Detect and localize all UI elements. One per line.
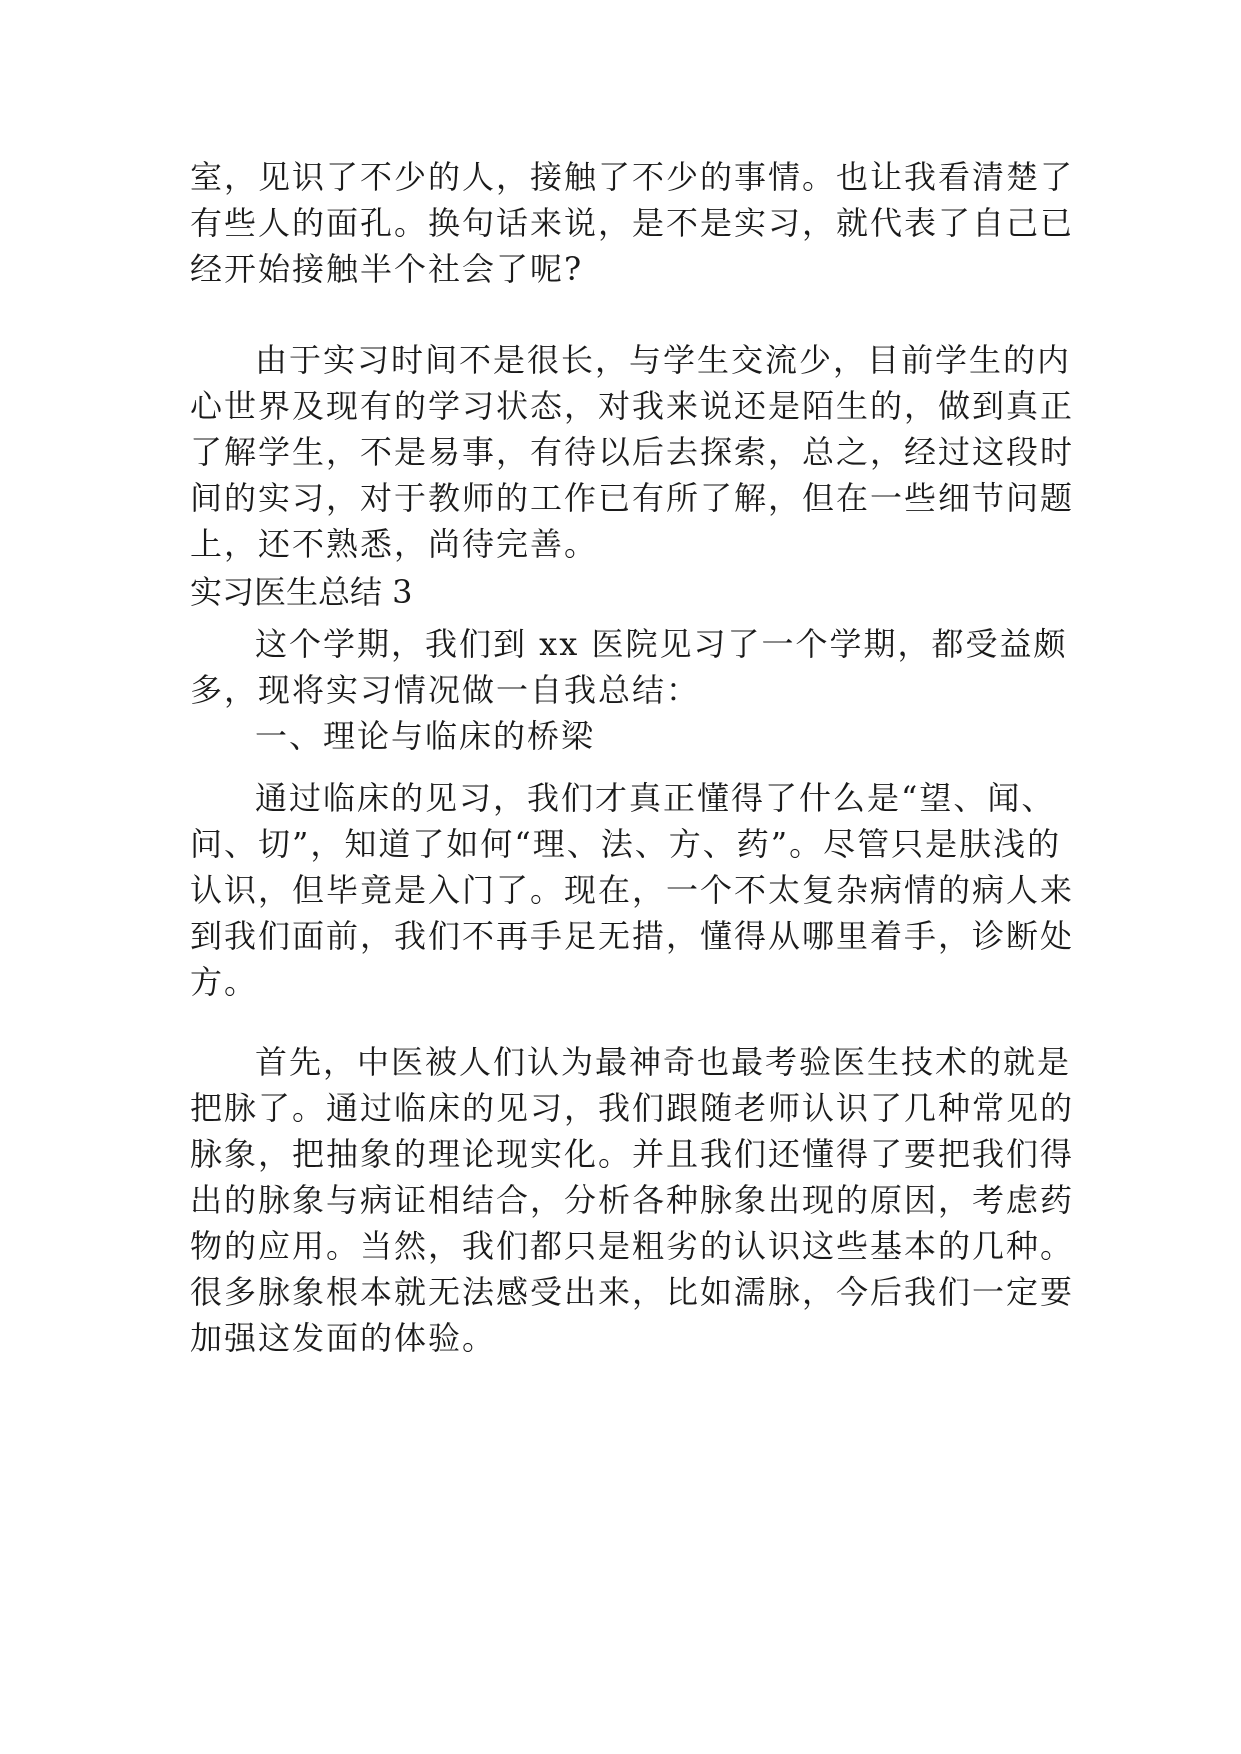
paragraph-4-line-4: 到我们面前，我们不再手足无措，懂得从哪里着手，诊断处 (190, 917, 1075, 955)
paragraph-5-line-7: 加强这发面的体验。 (190, 1319, 497, 1357)
paragraph-4-line-3: 认识，但毕竟是入门了。现在，一个不太复杂病情的病人来 (190, 871, 1075, 909)
paragraph-5-line-2: 把脉了。通过临床的见习，我们跟随老师认识了几种常见的 (190, 1089, 1075, 1127)
paragraph-1-line-1: 室，见识了不少的人，接触了不少的事情。也让我看清楚了 (190, 158, 1075, 196)
paragraph-3-line-1: 这个学期，我们到 xx 医院见习了一个学期，都受益颇 (255, 625, 1068, 663)
paragraph-2-line-5: 上，还不熟悉，尚待完善。 (190, 525, 599, 563)
section-title: 实习医生总结 3 (190, 573, 413, 611)
paragraph-5-line-3: 脉象，把抽象的理论现实化。并且我们还懂得了要把我们得 (190, 1135, 1075, 1173)
paragraph-1-line-3: 经开始接触半个社会了呢? (190, 250, 584, 288)
paragraph-5-line-6: 很多脉象根本就无法感受出来，比如濡脉，今后我们一定要 (190, 1273, 1075, 1311)
paragraph-4-line-2: 问、切”，知道了如何“理、法、方、药”。尽管只是肤浅的 (190, 825, 1062, 863)
subheading: 一、理论与临床的桥梁 (255, 717, 596, 755)
paragraph-2-line-3: 了解学生，不是易事，有待以后去探索，总之，经过这段时 (190, 433, 1075, 471)
paragraph-5-line-5: 物的应用。当然，我们都只是粗劣的认识这些基本的几种。 (190, 1227, 1075, 1265)
paragraph-1-line-2: 有些人的面孔。换句话来说，是不是实习，就代表了自己已 (190, 204, 1075, 242)
paragraph-5-line-4: 出的脉象与病证相结合，分析各种脉象出现的原因，考虑药 (190, 1181, 1075, 1219)
paragraph-2-line-4: 间的实习，对于教师的工作已有所了解，但在一些细节问题 (190, 479, 1075, 517)
paragraph-3-line-2: 多，现将实习情况做一自我总结： (190, 671, 701, 709)
paragraph-4-line-1: 通过临床的见习，我们才真正懂得了什么是“望、闻、 (255, 779, 1056, 817)
paragraph-2-line-2: 心世界及现有的学习状态，对我来说还是陌生的，做到真正 (190, 387, 1075, 425)
paragraph-4-line-5: 方。 (190, 963, 259, 1001)
paragraph-2-line-1: 由于实习时间不是很长，与学生交流少，目前学生的内 (255, 341, 1072, 379)
paragraph-5-line-1: 首先，中医被人们认为最神奇也最考验医生技术的就是 (255, 1043, 1072, 1081)
